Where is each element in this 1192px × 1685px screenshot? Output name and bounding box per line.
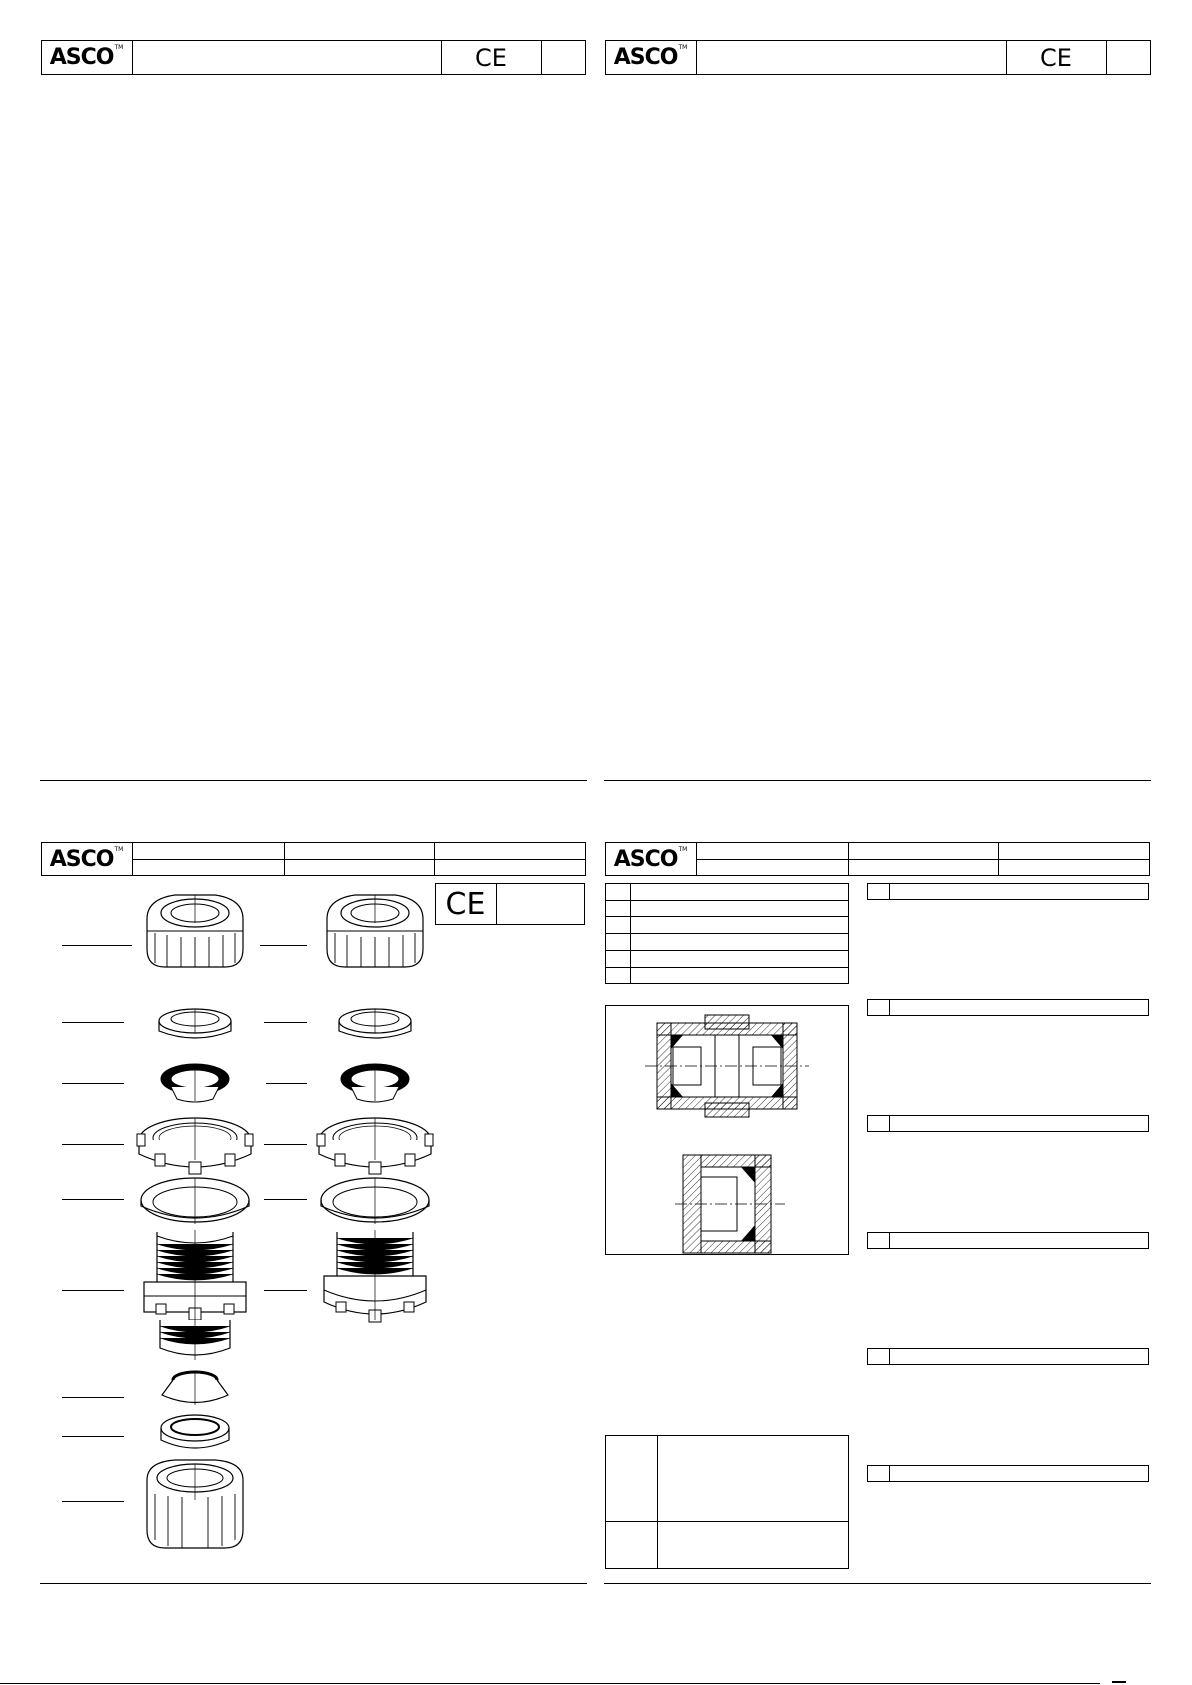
section-heading [867, 1232, 1149, 1249]
asco-logo: ASCO ™ [605, 842, 697, 876]
ce-mark: CE [475, 43, 507, 72]
panel-divider [40, 1583, 587, 1584]
section-heading [867, 999, 1149, 1016]
material-table [605, 1435, 849, 1569]
section-heading [867, 883, 1149, 900]
ce-mark: CE [1040, 43, 1072, 72]
page-footer-rule [0, 1683, 1100, 1684]
asco-logo: ASCO ™ [605, 40, 697, 75]
section-heading [867, 1115, 1149, 1132]
page-footer-mark [1112, 1681, 1126, 1683]
cross-section-drawing [605, 1005, 849, 1255]
section-heading [867, 1348, 1149, 1365]
asco-logo: ASCO ™ [41, 842, 133, 876]
ce-mark: CE [445, 886, 486, 922]
section-heading [867, 1465, 1149, 1482]
asco-logo: ASCO ™ [41, 40, 133, 75]
panel-divider [604, 1583, 1151, 1584]
